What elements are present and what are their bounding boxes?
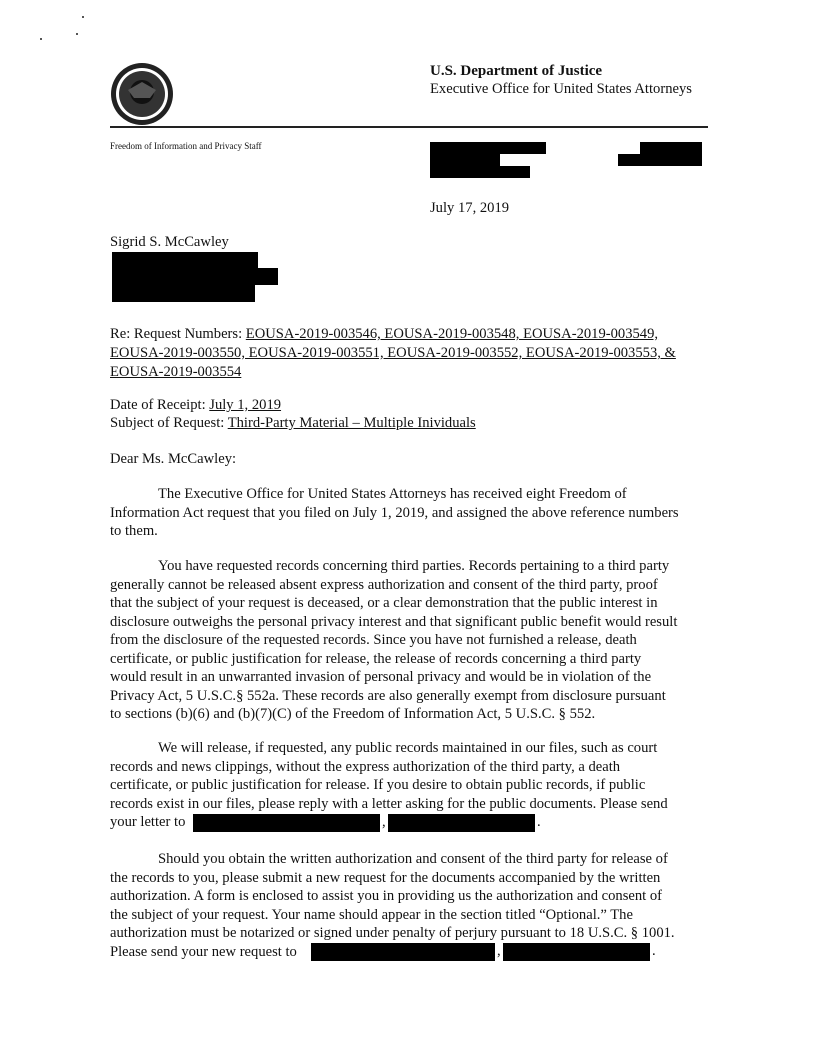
request-numbers: EOUSA-2019-003554 (110, 364, 242, 380)
paragraph-line: authorization. A form is enclosed to assist you in providing us the authorization and consent of (110, 888, 663, 904)
redaction (430, 154, 500, 166)
redaction (640, 142, 702, 154)
paragraph-line: Privacy Act, 5 U.S.C.§ 552a. These records are also generally exempt from disclosure pursuant (110, 687, 666, 704)
paragraph-line: generally cannot be released absent express authorization and consent of the third party, proof (110, 576, 658, 593)
paragraph-line: from the disclosure of the requested records. Since you have not furnished a release, death (110, 632, 637, 648)
receipt-label: Date of Receipt: (110, 397, 210, 413)
paragraph-line: authorization must be notarized or signed under penalty of perjury pursuant to 18 U.S.C. § 1001. (110, 925, 675, 941)
paragraph-line: The Executive Office for United States Attorneys has received eight Freedom of (158, 486, 627, 502)
paragraph-line: certificate, or public justification for release, the release of records concerning a third party (110, 650, 642, 667)
punctuation: . (652, 943, 656, 959)
scan-speck (40, 38, 42, 40)
redaction (430, 142, 546, 154)
paragraph-line: the records to you, please submit a new request for the documents accompanied by the written (110, 869, 661, 886)
paragraph-line: You have requested records concerning third parties. Records pertaining to a third party (158, 558, 670, 574)
paragraph-line: records and news clippings, without the express authorization of the third party, a death (110, 758, 621, 775)
receipt-line (110, 396, 281, 414)
paragraph-line: your letter to (110, 814, 186, 830)
redaction (503, 943, 650, 961)
redaction (193, 814, 380, 832)
paragraph-line: records exist in our files, please reply with a letter asking for the public documents. Please send (110, 795, 668, 812)
staff-name: Freedom of Information and Privacy Staff (110, 141, 262, 151)
paragraph-line: Please send your new request to (110, 943, 297, 960)
paragraph-line: that the subject of your request is deceased, or a clear demonstration that the public interest in (110, 595, 658, 611)
punctuation: , (497, 943, 501, 959)
re-label: Re: Request Numbers: (110, 326, 246, 342)
paragraph-line: disclosure outweighs the personal privacy interest and that significant public benefit would result (110, 613, 678, 630)
subject-value: Third-Party Material – Multiple Inividuals (227, 415, 476, 431)
paragraph-line: the subject of your request. Your name should appear in the section titled “Optional.” The (110, 906, 633, 923)
punctuation: . (537, 814, 541, 830)
subject-line (110, 414, 476, 432)
paragraph-line: to sections (b)(6) and (b)(7)(C) of the Freedom of Information Act, 5 U.S.C. § 552. (110, 706, 596, 722)
request-numbers: EOUSA-2019-003550, EOUSA-2019-003551, EOUSA-2019-003552, EOUSA-2019-003553, & (110, 345, 676, 361)
redaction (618, 154, 702, 166)
redaction (430, 166, 530, 178)
header-rule (110, 126, 708, 128)
office-name: Executive Office for United States Attorneys (430, 81, 692, 97)
paragraph-line: We will release, if requested, any public records maintained in our files, such as court (158, 740, 658, 756)
letter-date: July 17, 2019 (430, 200, 510, 216)
subject-label: Subject of Request: (110, 415, 228, 431)
paragraph-line: certificate, or public justification for release. If you desire to obtain public records, if public (110, 777, 646, 793)
redaction (112, 285, 255, 302)
doj-seal-logo (110, 62, 174, 126)
paragraph-line: Should you obtain the written authorization and consent of the third party for release of (158, 851, 668, 867)
punctuation: , (382, 814, 386, 830)
redaction (112, 268, 278, 285)
re-line-1 (110, 325, 658, 343)
salutation: Dear Ms. McCawley: (110, 451, 237, 467)
scan-speck (76, 33, 78, 35)
recipient-name: Sigrid S. McCawley (110, 234, 229, 250)
department-name: U.S. Department of Justice (430, 63, 603, 79)
request-numbers: EOUSA-2019-003546, EOUSA-2019-003548, EOUSA-2019-003549, (245, 326, 659, 342)
receipt-date: July 1, 2019 (209, 397, 282, 413)
redaction (112, 252, 258, 269)
redaction (388, 814, 535, 832)
paragraph-line: would result in an unwarranted invasion of personal privacy and would be in violation of the (110, 669, 652, 685)
paragraph-line: to them. (110, 523, 158, 539)
redaction (311, 943, 495, 961)
scan-speck (82, 16, 84, 18)
paragraph-line: Information Act request that you filed on July 1, 2019, and assigned the above reference numbers (110, 504, 679, 521)
